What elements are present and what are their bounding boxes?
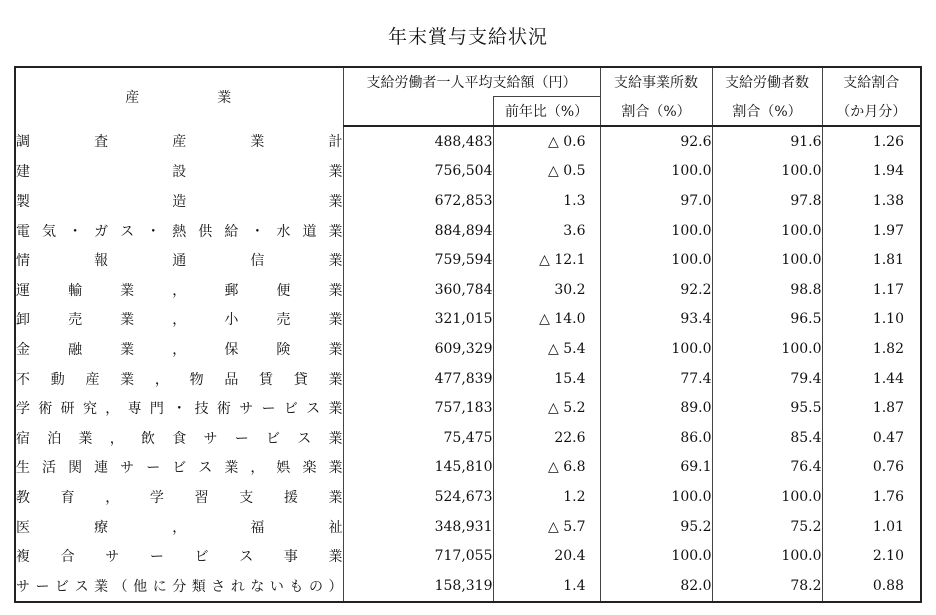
- industry-name: 電気・ガス・熱供給・水道業: [16, 223, 343, 240]
- establishments-cell: 89.0: [600, 393, 712, 423]
- industry-name: 金融業，保険業: [16, 341, 343, 358]
- table-row: [15, 305, 921, 335]
- ratio-cell: 1.87: [822, 393, 921, 423]
- table-row: [15, 216, 921, 246]
- ratio-cell: 0.76: [822, 453, 921, 483]
- yoy-cell: 1.4: [493, 571, 600, 602]
- header-ratio-unit: （か月分）: [822, 97, 921, 127]
- bonus-table: [14, 66, 922, 603]
- establishments-cell: 100.0: [600, 157, 712, 187]
- ratio-cell: 1.76: [822, 482, 921, 512]
- establishments-cell: 92.2: [600, 275, 712, 305]
- workers-cell: 85.4: [712, 423, 822, 453]
- amount-cell: 158,319: [343, 571, 493, 602]
- yoy-cell: 3.6: [493, 216, 600, 246]
- table-row: [15, 245, 921, 275]
- table-row: [15, 126, 921, 157]
- workers-cell: 100.0: [712, 245, 822, 275]
- header-industry: 産 業: [125, 90, 264, 106]
- table-row: [15, 423, 921, 453]
- workers-cell: 100.0: [712, 216, 822, 246]
- ratio-cell: 1.44: [822, 364, 921, 394]
- amount-cell: 75,475: [343, 423, 493, 453]
- yoy-cell: 1.3: [493, 186, 600, 216]
- industry-name: 卸売業，小売業: [16, 312, 343, 329]
- establishments-cell: 69.1: [600, 453, 712, 483]
- yoy-cell: △ 0.6: [493, 126, 600, 157]
- header-ratio: 支給割合: [822, 67, 921, 97]
- table-row: [15, 512, 921, 542]
- page-title: 年末賞与支給状況: [387, 26, 548, 48]
- ratio-cell: 0.88: [822, 571, 921, 602]
- header-blank: [343, 97, 493, 127]
- ratio-cell: 1.81: [822, 245, 921, 275]
- yoy-cell: 15.4: [493, 364, 600, 394]
- yoy-cell: 20.4: [493, 541, 600, 571]
- industry-name: 教育，学習支援業: [16, 489, 343, 506]
- establishments-cell: 100.0: [600, 541, 712, 571]
- industry-name: 医療，福祉: [16, 519, 343, 536]
- industry-name: サービス業（他に分類されないもの）: [16, 578, 343, 595]
- industry-name: 運輸業，郵便業: [16, 282, 343, 299]
- amount-cell: 488,483: [343, 126, 493, 157]
- industry-name: 不動産業，物品賃貸業: [16, 371, 343, 388]
- amount-cell: 884,894: [343, 216, 493, 246]
- establishments-cell: 82.0: [600, 571, 712, 602]
- establishments-cell: 100.0: [600, 245, 712, 275]
- workers-cell: 100.0: [712, 482, 822, 512]
- establishments-cell: 100.0: [600, 482, 712, 512]
- industry-name: 製造業: [16, 193, 343, 210]
- amount-cell: 756,504: [343, 157, 493, 187]
- amount-cell: 145,810: [343, 453, 493, 483]
- workers-cell: 76.4: [712, 453, 822, 483]
- header-workers: 支給労働者数: [712, 67, 822, 97]
- amount-cell: 360,784: [343, 275, 493, 305]
- ratio-cell: 1.01: [822, 512, 921, 542]
- ratio-cell: 1.82: [822, 334, 921, 364]
- yoy-cell: △ 5.4: [493, 334, 600, 364]
- header-avg-amount: 支給労働者一人平均支給額（円）: [343, 67, 600, 97]
- workers-cell: 96.5: [712, 305, 822, 335]
- industry-name: 建設業: [16, 164, 343, 181]
- workers-cell: 97.8: [712, 186, 822, 216]
- workers-cell: 75.2: [712, 512, 822, 542]
- yoy-cell: 1.2: [493, 482, 600, 512]
- yoy-cell: 22.6: [493, 423, 600, 453]
- establishments-cell: 100.0: [600, 216, 712, 246]
- workers-cell: 95.5: [712, 393, 822, 423]
- amount-cell: 348,931: [343, 512, 493, 542]
- table-row: [15, 482, 921, 512]
- header-establishments-unit: 割合（%）: [600, 97, 712, 127]
- establishments-cell: 95.2: [600, 512, 712, 542]
- yoy-cell: △ 5.2: [493, 393, 600, 423]
- table-row: [15, 541, 921, 571]
- industry-name: 生活関連サービス業，娯楽業: [16, 460, 343, 477]
- workers-cell: 79.4: [712, 364, 822, 394]
- ratio-cell: 1.97: [822, 216, 921, 246]
- industry-name: 学術研究，専門・技術サービス業: [16, 401, 343, 418]
- workers-cell: 100.0: [712, 334, 822, 364]
- industry-name: 情報通信業: [16, 253, 343, 270]
- ratio-cell: 1.17: [822, 275, 921, 305]
- amount-cell: 672,853: [343, 186, 493, 216]
- industry-name: 複合サービス事業: [16, 549, 343, 566]
- yoy-cell: 30.2: [493, 275, 600, 305]
- table-row: [15, 393, 921, 423]
- yoy-cell: △ 6.8: [493, 453, 600, 483]
- table-row: [15, 186, 921, 216]
- workers-cell: 78.2: [712, 571, 822, 602]
- table-row: [15, 364, 921, 394]
- header-row: [15, 67, 921, 97]
- ratio-cell: 2.10: [822, 541, 921, 571]
- establishments-cell: 93.4: [600, 305, 712, 335]
- establishments-cell: 92.6: [600, 126, 712, 157]
- amount-cell: 321,015: [343, 305, 493, 335]
- ratio-cell: 1.94: [822, 157, 921, 187]
- amount-cell: 759,594: [343, 245, 493, 275]
- amount-cell: 477,839: [343, 364, 493, 394]
- table-row: [15, 275, 921, 305]
- ratio-cell: 1.26: [822, 126, 921, 157]
- workers-cell: 91.6: [712, 126, 822, 157]
- table-row: [15, 453, 921, 483]
- amount-cell: 609,329: [343, 334, 493, 364]
- yoy-cell: △ 12.1: [493, 245, 600, 275]
- industry-name: 宿泊業，飲食サービス業: [16, 430, 343, 447]
- establishments-cell: 86.0: [600, 423, 712, 453]
- header-yoy: 前年比（%）: [493, 97, 600, 127]
- establishments-cell: 77.4: [600, 364, 712, 394]
- establishments-cell: 97.0: [600, 186, 712, 216]
- workers-cell: 100.0: [712, 541, 822, 571]
- yoy-cell: △ 5.7: [493, 512, 600, 542]
- table-row: [15, 334, 921, 364]
- amount-cell: 757,183: [343, 393, 493, 423]
- header-workers-unit: 割合（%）: [712, 97, 822, 127]
- header-establishments: 支給事業所数: [600, 67, 712, 97]
- amount-cell: 717,055: [343, 541, 493, 571]
- table-row: [15, 571, 921, 602]
- ratio-cell: 1.10: [822, 305, 921, 335]
- workers-cell: 98.8: [712, 275, 822, 305]
- yoy-cell: △ 14.0: [493, 305, 600, 335]
- establishments-cell: 100.0: [600, 334, 712, 364]
- amount-cell: 524,673: [343, 482, 493, 512]
- yoy-cell: △ 0.5: [493, 157, 600, 187]
- ratio-cell: 0.47: [822, 423, 921, 453]
- workers-cell: 100.0: [712, 157, 822, 187]
- industry-name: 調査産業計: [16, 134, 343, 151]
- table-row: [15, 157, 921, 187]
- ratio-cell: 1.38: [822, 186, 921, 216]
